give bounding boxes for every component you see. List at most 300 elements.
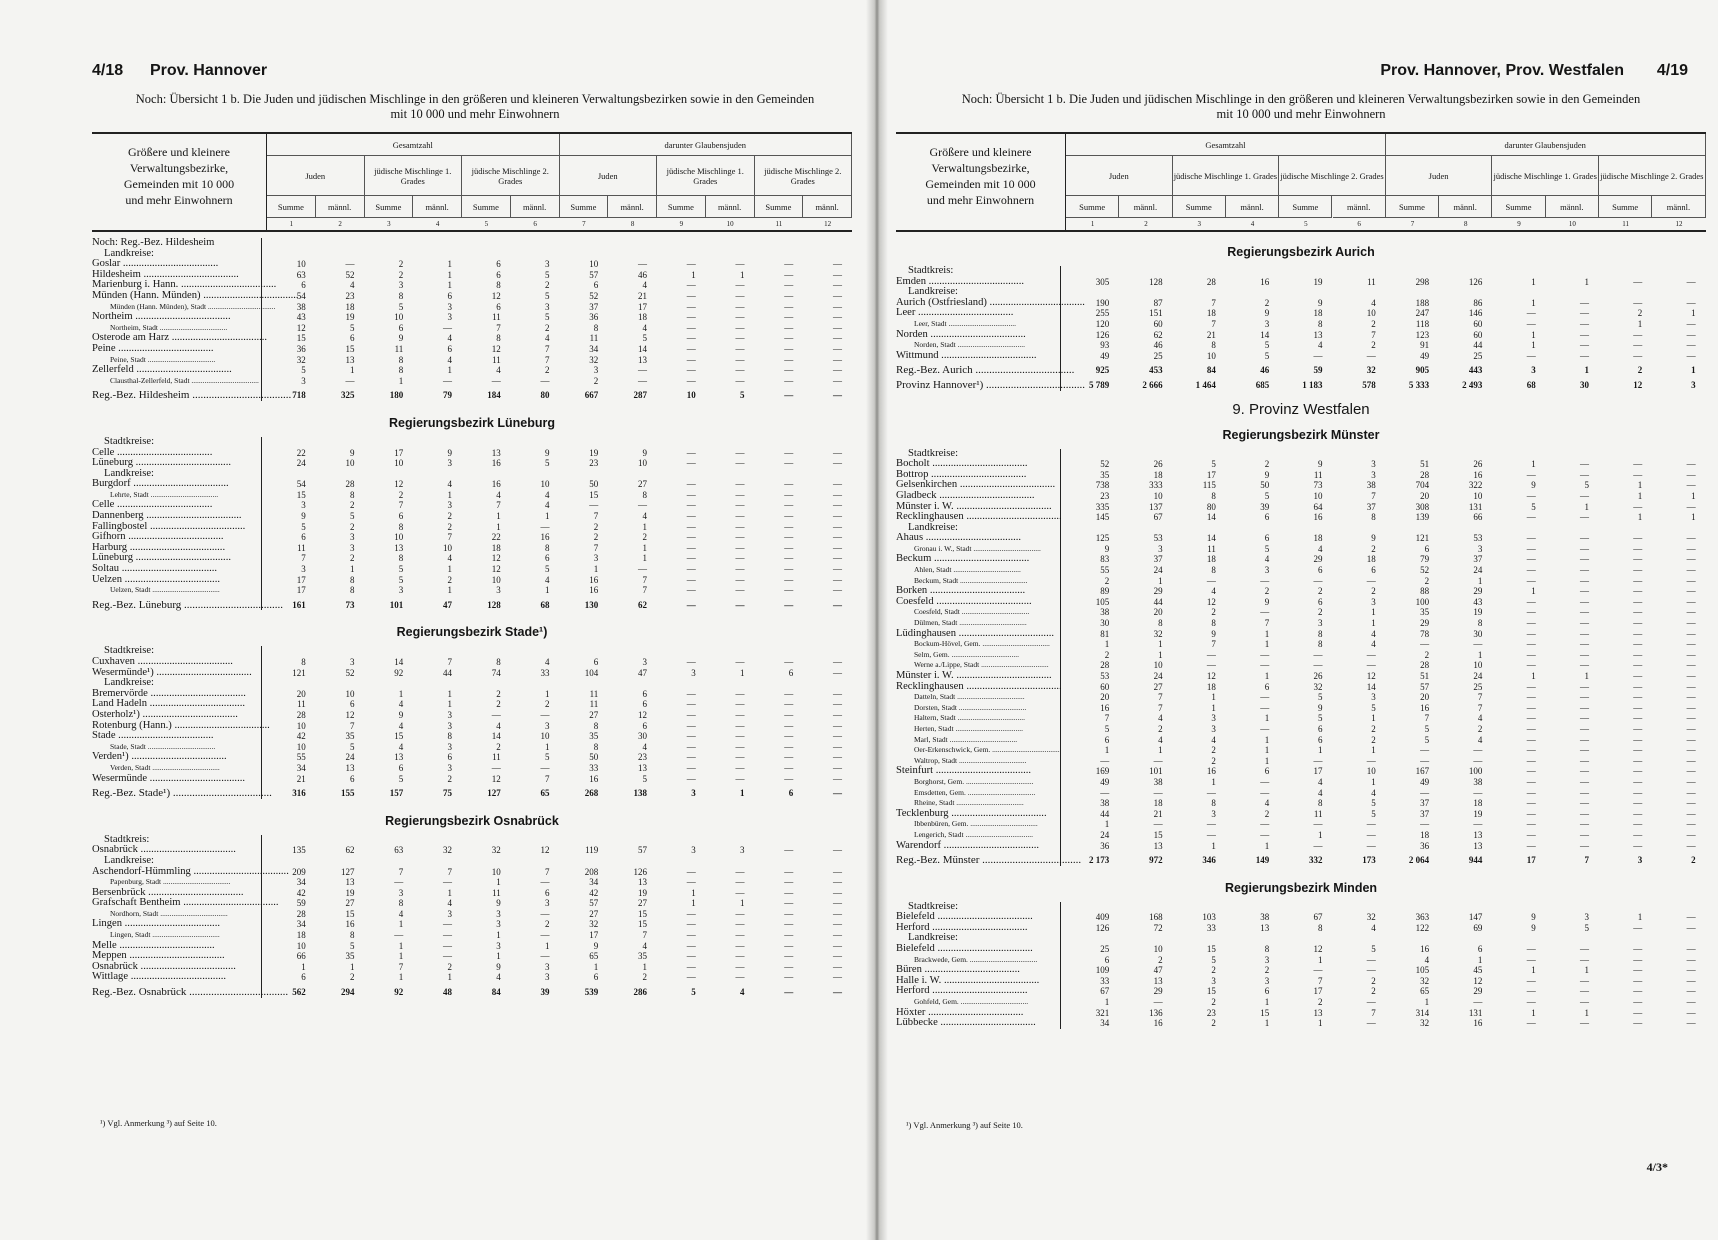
cell-value: 28 [345, 479, 355, 490]
cell-value: — [1526, 787, 1536, 798]
cell-value: — [784, 951, 794, 962]
subgroup-header: jüdische Mischlinge 1. Grades [1173, 156, 1280, 196]
cell-value: 4 [1371, 787, 1376, 798]
cell-value: 1 [1264, 713, 1270, 724]
cell-value: 2 [1264, 586, 1270, 597]
cell-value: 8 [398, 898, 404, 909]
cell-value: — [784, 908, 794, 919]
table-row [896, 330, 1706, 341]
cell-value: 46 [1260, 365, 1270, 376]
table-row [896, 692, 1706, 703]
cell-value: — [1633, 1018, 1643, 1029]
cell-value: 6 [1318, 565, 1323, 576]
cell-value: 8 [350, 489, 355, 500]
cell-value: — [1526, 565, 1536, 576]
cell-value: 5 [350, 741, 355, 752]
cell-value: 3 [740, 845, 745, 856]
cell-value: — [833, 940, 842, 951]
row-label: Lübbecke .................................... [896, 1017, 1036, 1029]
cell-value: 62 [638, 599, 647, 610]
cell-value: — [1686, 671, 1696, 681]
cell-value: 17 [296, 574, 306, 585]
cell-value: — [735, 280, 745, 291]
cell-value: — [784, 553, 794, 564]
cell-value: 7 [1371, 329, 1376, 340]
cell-value: — [1633, 649, 1643, 660]
cell-value: — [1686, 565, 1696, 576]
cell-value: 1 [1531, 671, 1536, 681]
cell-value: — [1633, 596, 1643, 607]
subgroup-header: jüdische Mischlinge 2. Grades [462, 156, 560, 196]
cell-value: — [1366, 755, 1376, 766]
cell-value: 18 [296, 930, 306, 941]
cell-value: 11 [1313, 469, 1323, 480]
sum-header: Summe [365, 196, 414, 218]
cell-value: — [1206, 575, 1216, 586]
cell-value: 3 [642, 657, 647, 667]
cell-value: — [1633, 276, 1643, 287]
cell-value: — [1526, 308, 1536, 319]
cell-value: — [686, 657, 696, 667]
cell-value: — [1686, 318, 1696, 329]
cell-value: — [784, 930, 794, 941]
row-label: Meppen .................................... [92, 950, 225, 962]
table-row [92, 752, 852, 763]
cell-value: — [491, 762, 501, 773]
cell-value: — [1580, 997, 1589, 1008]
printer-signature: 4/3* [1646, 1160, 1668, 1174]
cell-value: — [1366, 575, 1376, 586]
row-label: Lingen .................................... [92, 918, 220, 930]
cell-value: 60 [1473, 329, 1483, 340]
cell-value: 1 [740, 788, 745, 799]
row-label: Waltrop, Stadt .................................... [914, 755, 1027, 765]
cell-value: 1 [642, 521, 647, 532]
cell-value: — [540, 521, 550, 532]
cell-value: 409 [1095, 912, 1110, 923]
cell-value: — [1580, 660, 1589, 671]
cell-value: 3 [691, 667, 696, 678]
section-block [896, 449, 1706, 866]
cell-value: — [1366, 649, 1376, 660]
cell-value: 6 [593, 280, 599, 291]
cell-value: 1 [447, 699, 452, 710]
cell-value: — [1686, 787, 1696, 798]
cell-value: 4 [642, 511, 647, 522]
cell-value: — [1580, 787, 1589, 798]
cell-value: 321 [1095, 1007, 1110, 1018]
cell-value: — [1206, 787, 1216, 798]
row-label: Wittmund .................................... [896, 349, 1037, 361]
cell-value: 1 [350, 365, 355, 376]
column-number: 2 [1144, 220, 1148, 228]
cell-value: — [1580, 607, 1589, 618]
cell-value: 38 [296, 301, 306, 312]
cell-value: 127 [487, 788, 501, 799]
row-label: Herford .................................... [896, 921, 1028, 933]
cell-value: 2 [1158, 954, 1163, 965]
cell-value: 57 [589, 898, 599, 909]
cell-value: 1 [1264, 628, 1270, 639]
cell-value: 18 [345, 301, 355, 312]
cell-value: 5 [1584, 480, 1589, 491]
cell-value: — [735, 574, 745, 585]
cell-value: 10 [1366, 766, 1376, 777]
cell-value: 3 [447, 301, 452, 312]
cell-value: 20 [296, 688, 306, 699]
cell-value: 2 [642, 532, 647, 543]
section-title: Regierungsbezirk Minden [1224, 880, 1378, 895]
cell-value: — [1580, 808, 1589, 819]
cell-value: 1 [1264, 734, 1270, 745]
male-header: männl. [1226, 196, 1279, 218]
cell-value: — [833, 553, 842, 564]
cell-value: 8 [1211, 798, 1216, 809]
table-row [896, 266, 1706, 277]
cell-value: 7 [1424, 713, 1430, 724]
table-row [896, 923, 1706, 934]
cell-value: 49 [1100, 350, 1110, 361]
cell-value: — [1580, 308, 1589, 319]
cell-value: 34 [296, 877, 306, 888]
cell-value: 1 [447, 887, 452, 898]
cell-value: 6 [593, 657, 599, 667]
cell-value: — [1686, 776, 1696, 787]
table-row [896, 491, 1706, 502]
cell-value: — [1366, 829, 1376, 840]
sum-header: Summe [560, 196, 609, 218]
cell-value: 5 [1211, 954, 1216, 965]
cell-value: 87 [1153, 297, 1163, 308]
cell-value: — [784, 877, 794, 888]
cell-value: — [784, 312, 794, 323]
cell-value: 15 [1206, 986, 1216, 997]
cell-value: — [1526, 766, 1536, 777]
section-title: Regierungsbezirk Aurich [1227, 245, 1375, 259]
cell-value: — [784, 489, 794, 500]
cell-value: — [1686, 586, 1696, 597]
cell-value: 49 [1420, 776, 1430, 787]
cell-value: 39 [1260, 501, 1270, 512]
table-row [92, 731, 852, 742]
cell-value: — [1420, 639, 1430, 650]
cell-value: 15 [345, 908, 355, 919]
cell-value: 294 [341, 987, 355, 998]
cell-value: — [833, 688, 842, 699]
cell-value: 9 [398, 709, 404, 720]
cell-value: 10 [296, 259, 306, 270]
sum-header: Summe [1386, 196, 1439, 218]
cell-value: 8 [398, 553, 404, 564]
cell-value: — [833, 961, 842, 972]
cell-value: 3 [1211, 808, 1216, 819]
cell-value: 65 [1420, 986, 1430, 997]
cell-value: 34 [589, 343, 599, 354]
cell-value: — [540, 762, 550, 773]
cell-value: 255 [1095, 308, 1110, 319]
cell-value: 38 [1366, 480, 1376, 491]
cell-value: — [1633, 965, 1643, 976]
cell-value: 157 [389, 788, 404, 799]
total-row [92, 788, 852, 799]
cell-value: — [443, 940, 452, 951]
subgroup-header: jüdische Mischlinge 2. Grades [1279, 156, 1386, 196]
table-row [92, 845, 852, 856]
cell-value: 16 [1313, 512, 1323, 523]
cell-value: 80 [1206, 501, 1216, 512]
section-block [92, 238, 852, 401]
cell-value: 2 [1211, 745, 1216, 756]
cell-value: 34 [589, 877, 599, 888]
cell-value: 10 [1473, 660, 1483, 671]
cell-value: 8 [1318, 639, 1323, 650]
cell-value: 10 [686, 390, 696, 401]
cell-value: 54 [296, 479, 306, 490]
cell-value: — [1633, 840, 1643, 851]
cell-value: 10 [1206, 350, 1216, 361]
cell-value: 3 [1637, 855, 1643, 866]
row-label: Rheine, Stadt .................................... [914, 798, 1024, 808]
cell-value: 7 [545, 343, 550, 354]
cell-value: — [686, 259, 696, 270]
cell-value: 5 [642, 333, 647, 344]
cell-value: 1 [1477, 575, 1483, 586]
column-number: 6 [533, 220, 537, 228]
cell-value: — [1580, 713, 1589, 724]
cell-value: 925 [1095, 365, 1110, 376]
cell-value: — [1420, 755, 1430, 766]
cell-value: 34 [1100, 1018, 1110, 1029]
cell-value: — [686, 542, 696, 553]
row-label: Osterholz¹) .................................... [92, 708, 238, 720]
cell-value: — [735, 479, 745, 490]
cell-value: 68 [1526, 379, 1536, 390]
cell-value: 29 [1153, 986, 1163, 997]
cell-value: 16 [1420, 702, 1430, 713]
cell-value: 36 [589, 312, 599, 323]
cell-value: — [686, 866, 696, 877]
cell-value: — [1686, 723, 1696, 734]
cell-value: — [784, 599, 794, 610]
cell-value: 7 [1318, 975, 1323, 986]
cell-value: 42 [296, 887, 306, 898]
cell-value: 19 [589, 447, 599, 458]
cell-value: 322 [1468, 480, 1483, 491]
cell-value: — [1526, 755, 1536, 766]
column-number: 9 [1517, 220, 1521, 228]
cell-value: 9 [593, 940, 599, 951]
cell-value: 1 [447, 972, 452, 983]
cell-value: 50 [589, 479, 599, 490]
stub-header-line: Gemeinden mit 10 000 [925, 177, 1036, 191]
cell-value: — [1633, 734, 1643, 745]
cell-value: 1 183 [1302, 379, 1323, 390]
table-heading [906, 92, 1696, 122]
row-label: Reg.-Bez. Aurich .................................... [896, 364, 1075, 377]
row-label: Northeim, Stadt .................................... [110, 322, 228, 332]
cell-value: 83 [1100, 554, 1110, 565]
cell-value: — [1580, 975, 1589, 986]
row-label: Recklinghausen .................................... [896, 511, 1062, 523]
cell-value: 6 [1477, 944, 1483, 955]
cell-value: 10 [1313, 490, 1323, 501]
cell-value: 4 [496, 972, 501, 983]
table-row [92, 365, 852, 376]
cell-value: 60 [1100, 681, 1110, 692]
cell-value: 2 [1371, 543, 1376, 554]
row-label: Bockum-Hövel, Gem. .................................... [914, 639, 1050, 649]
cell-value: — [1526, 819, 1536, 830]
table-row [92, 376, 852, 387]
cell-value: 35 [638, 951, 647, 962]
cell-value: 1 [740, 269, 745, 280]
cell-value: — [686, 951, 696, 962]
cell-value: 7 [545, 866, 550, 877]
cell-value: 38 [1100, 607, 1110, 618]
cell-value: — [784, 354, 794, 365]
cell-value: 8 [398, 290, 404, 301]
cell-value: 335 [1095, 501, 1110, 512]
cell-value: — [735, 762, 745, 773]
cell-value: 52 [1100, 459, 1110, 470]
cell-value: — [1686, 702, 1696, 713]
cell-value: 10 [296, 741, 306, 752]
cell-value: 126 [633, 866, 647, 877]
row-label: Fallingbostel .................................... [92, 520, 246, 532]
cell-value: 3 [1264, 975, 1270, 986]
row-label: Celle .................................... [92, 499, 213, 511]
cell-value: 5 [545, 290, 550, 301]
row-label: Gronau i. W., Stadt .................................... [914, 543, 1041, 553]
table-row [92, 585, 852, 596]
cell-value: — [1100, 755, 1110, 766]
row-label: Landkreise: [908, 932, 959, 944]
cell-value: 578 [1362, 379, 1376, 390]
cell-value: 1 [1691, 490, 1696, 501]
cell-value: — [1580, 586, 1589, 597]
row-label: Leer, Stadt .................................... [914, 318, 1016, 328]
cell-value: 5 333 [1408, 379, 1430, 390]
male-header: männl. [316, 196, 365, 218]
cell-value: 42 [589, 887, 599, 898]
table-row [896, 713, 1706, 724]
cell-value: — [833, 709, 842, 720]
row-label: Papenburg, Stadt .................................... [110, 877, 231, 887]
cell-value: — [833, 280, 842, 291]
cell-value: 50 [1260, 480, 1270, 491]
cell-value: 4 [398, 699, 404, 710]
cell-value: 1 [1318, 1018, 1323, 1029]
row-label: Noch: Reg.-Bez. Hildesheim [92, 237, 215, 248]
cell-value: — [686, 599, 696, 610]
cell-value: — [1526, 808, 1536, 819]
cell-value: 7 [1477, 702, 1483, 713]
cell-value: — [833, 699, 842, 710]
row-label: Provinz Hannover¹) .................................... [896, 378, 1086, 391]
cell-value: — [833, 458, 842, 469]
cell-value: 19 [345, 887, 355, 898]
cell-value: — [443, 322, 452, 333]
cell-value: — [638, 500, 647, 511]
column-number: 4 [435, 220, 440, 228]
column-number: 9 [679, 220, 684, 228]
cell-value: — [1633, 297, 1643, 308]
cell-value: 136 [1149, 1007, 1163, 1018]
cell-value: 7 [593, 542, 599, 553]
cell-value: 5 [691, 987, 696, 998]
cell-value: 1 [1211, 840, 1216, 851]
cell-value: 104 [584, 667, 599, 678]
cell-value: — [1473, 745, 1483, 756]
column-number: 10 [1568, 220, 1576, 228]
cell-value: 1 [1424, 997, 1430, 1008]
cell-value: 35 [589, 731, 599, 742]
cell-value: 3 [1584, 912, 1589, 923]
cell-value: 13 [345, 354, 355, 365]
section-title: Regierungsbezirk Osnabrück [385, 813, 559, 828]
cell-value: 2 [545, 280, 550, 291]
cell-value: 13 [638, 354, 647, 365]
cell-value: 17 [1526, 855, 1536, 866]
cell-value: — [784, 731, 794, 742]
cell-value: — [784, 390, 794, 401]
cell-value: 15 [394, 731, 404, 742]
footnote: ¹) Vgl. Anmerkung ³) auf Seite 10. [100, 1118, 217, 1128]
cell-value: — [784, 919, 794, 930]
row-label: Osterode am Harz .................................... [92, 332, 268, 344]
row-label: Datteln, Stadt .................................... [914, 692, 1025, 702]
cell-value: 3 [691, 788, 696, 799]
cell-value: 10 [1366, 308, 1376, 319]
cell-value: 52 [589, 290, 599, 301]
cell-value: 34 [296, 919, 306, 930]
cell-value: — [833, 788, 842, 799]
cell-value: 20 [1153, 607, 1163, 618]
cell-value: 10 [443, 542, 452, 553]
cell-value: — [784, 511, 794, 522]
cell-value: 8 [593, 741, 599, 752]
cell-value: — [1633, 329, 1643, 340]
cell-value: — [833, 972, 842, 983]
row-label: Ahaus .................................... [896, 532, 1022, 544]
cell-value: — [735, 887, 745, 898]
cell-value: 37 [1420, 798, 1430, 809]
row-label: Wesermünde .................................... [92, 772, 246, 784]
cell-value: 3 [1318, 618, 1323, 629]
table-row [896, 682, 1706, 693]
cell-value: — [1686, 975, 1696, 986]
cell-value: — [833, 951, 842, 962]
cell-value: 1 [545, 940, 550, 951]
cell-value: 8 [496, 657, 501, 667]
section-title: Regierungsbezirk Lüneburg [389, 415, 555, 430]
cell-value: 49 [1100, 776, 1110, 787]
cell-value: — [784, 657, 794, 667]
spacer [92, 998, 852, 1006]
row-label: Bersenbrück .................................... [92, 886, 244, 898]
cell-value: 667 [584, 390, 599, 401]
cell-value: 121 [292, 667, 306, 678]
cell-value: — [735, 688, 745, 699]
table-row [92, 763, 852, 774]
cell-value: — [1686, 533, 1696, 544]
table-row [896, 830, 1706, 841]
row-label: Clausthal-Zellerfeld, Stadt .................................... [110, 375, 259, 385]
cell-value: 308 [1415, 501, 1430, 512]
cell-value: 1 [1264, 840, 1270, 851]
cell-value: 10 [394, 312, 404, 323]
row-label: Höxter .................................... [896, 1006, 1024, 1018]
